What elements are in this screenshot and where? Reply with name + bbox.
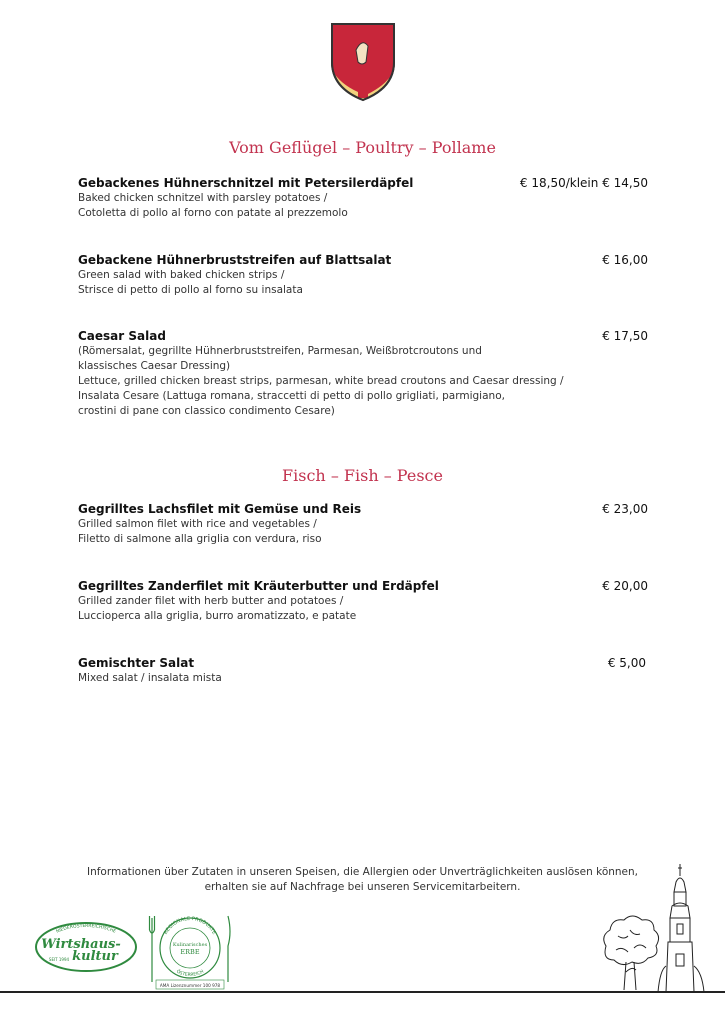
item-price: € 18,50/klein € 14,50	[519, 176, 648, 190]
item-price: € 17,50	[602, 329, 648, 343]
item-desc: Strisce di petto di pollo al forno su insalata	[78, 284, 303, 296]
section-title-poultry: Vom Geflügel – Poultry – Pollame	[229, 138, 496, 157]
item-desc: Insalata Cesare (Lattuga romana, straccetti di petto di pollo grigliati, parmigiano,	[78, 390, 505, 402]
item-desc: klassisches Caesar Dressing)	[78, 360, 231, 372]
item-desc: Lettuce, grilled chicken breast strips, parmesan, white bread croutons and Caesar dressing /	[78, 375, 564, 387]
wirtshauskultur-logo	[35, 922, 137, 972]
item-desc: Grilled salmon filet with rice and vegetables /	[78, 518, 317, 530]
item-desc: Luccioperca alla griglia, burro aromatizzato, e patate	[78, 610, 357, 622]
crest-logo	[330, 22, 396, 102]
item-price: € 20,00	[602, 579, 648, 593]
logo-arc-text: NIEDERÖSTERREICHISCHE	[55, 923, 117, 935]
item-desc: Grilled zander filet with herb butter and potatoes /	[78, 595, 344, 607]
menu-item	[78, 328, 650, 419]
item-desc: Mixed salat / insalata mista	[78, 672, 222, 684]
logo-since: SEIT 1994	[48, 957, 70, 962]
item-name: Gebackenes Hühnerschnitzel mit Petersilerdäpfel	[78, 176, 414, 190]
erbe-arc-top: REGIONALE PRODUKTE	[163, 915, 217, 936]
tree-tower-illustration	[598, 862, 720, 994]
kulinarisches-erbe-logo	[148, 912, 233, 990]
logo-line2: kultur	[72, 949, 118, 964]
menu-item	[78, 175, 650, 221]
item-name: Gemischter Salat	[78, 656, 195, 670]
menu-item	[78, 501, 650, 547]
item-desc: (Römersalat, gegrillte Hühnerbruststreifen, Parmesan, Weißbrotcroutons und	[78, 345, 482, 357]
erbe-inner1: Kulinarisches	[172, 942, 208, 948]
menu-item	[78, 252, 650, 298]
item-name: Gegrilltes Zanderfilet mit Kräuterbutter und Erdäpfel	[78, 579, 439, 593]
allergen-note	[40, 865, 685, 895]
item-name: Gebackene Hühnerbruststreifen auf Blattsalat	[78, 253, 392, 267]
erbe-arc-bottom: ÖSTERREICH	[175, 969, 205, 979]
logo-line1: Wirtshaus-	[41, 937, 121, 952]
menu-item	[78, 655, 650, 686]
erbe-licence: AMA Lizenznummer 100 978	[159, 983, 221, 988]
allergen-note-line: Informationen über Zutaten in unseren Speisen, die Allergien oder Unverträglichkeiten auslösen können,	[86, 866, 638, 878]
item-price: € 23,00	[602, 502, 648, 516]
item-desc: crostini di pane con classico condimento Cesare)	[78, 405, 335, 417]
menu-item	[78, 578, 650, 624]
footer-baseline	[0, 991, 725, 993]
item-name: Caesar Salad	[78, 329, 166, 343]
section-title-fish: Fisch – Fish – Pesce	[282, 466, 443, 485]
item-desc: Cotoletta di pollo al forno con patate al prezzemolo	[78, 207, 348, 219]
item-name: Gegrilltes Lachsfilet mit Gemüse und Reis	[78, 502, 362, 516]
item-price: € 16,00	[602, 253, 648, 267]
allergen-note-line: erhalten sie auf Nachfrage bei unseren Servicemitarbeitern.	[204, 881, 521, 893]
item-desc: Baked chicken schnitzel with parsley potatoes /	[78, 192, 328, 204]
item-desc: Filetto di salmone alla griglia con verdura, riso	[78, 533, 322, 545]
item-desc: Green salad with baked chicken strips /	[78, 269, 285, 281]
item-price: € 5,00	[607, 656, 646, 670]
erbe-inner2: ERBE	[180, 948, 200, 956]
